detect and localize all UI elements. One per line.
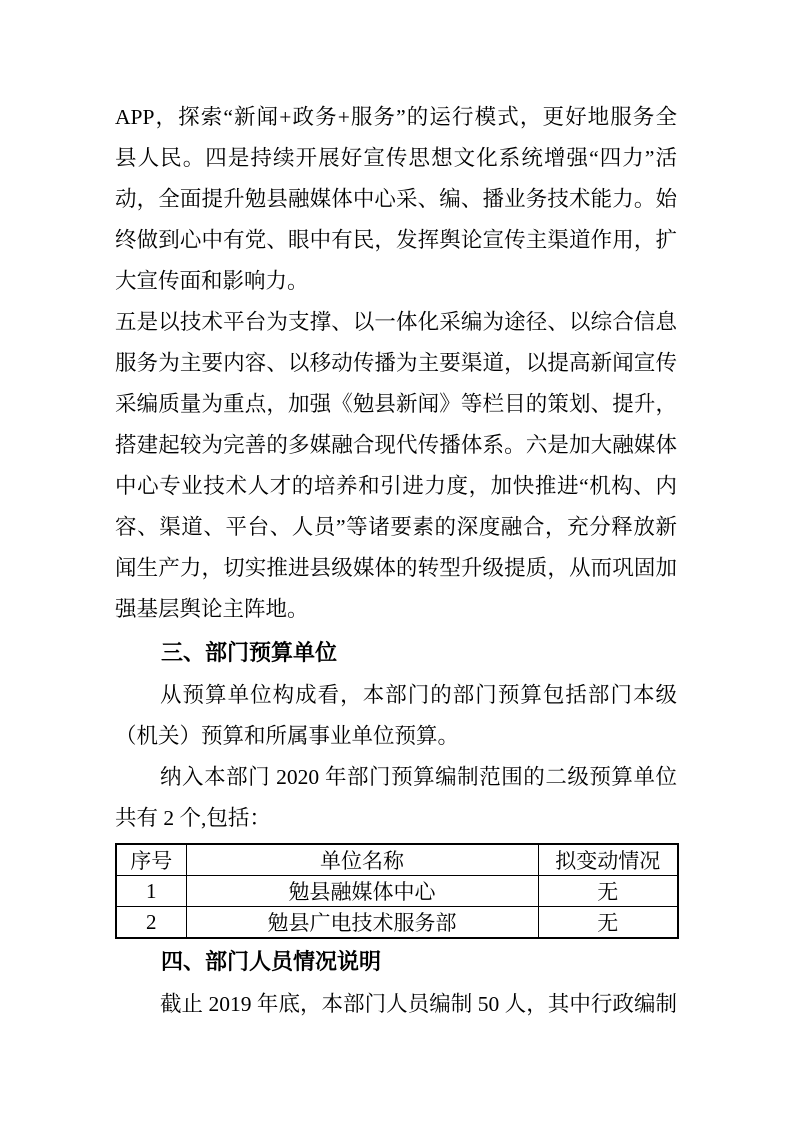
body-line: APP，探索“新闻+政务+服务”的运行模式，更好地服务全 [115, 105, 677, 129]
body-line: 强基层舆论主阵地。 [115, 597, 309, 621]
body-line: 服务为主要内容、以移动传播为主要渠道，以提高新闻宣传 [115, 351, 677, 375]
body-line: 搭建起较为完善的多媒融合现代传播体系。六是加大融媒体 [115, 433, 677, 457]
table-header-cell-index: 序号 [116, 844, 186, 876]
body-line: 终做到心中有党、眼中有民，发挥舆论宣传主渠道作用，扩 [115, 228, 677, 252]
body-line: 闻生产力，切实推进县级媒体的转型升级提质，从而巩固加 [115, 556, 677, 580]
table-cell-unit-name: 勉县融媒体中心 [186, 876, 538, 907]
table-cell-change: 无 [538, 876, 678, 907]
section-heading-personnel: 四、部门人员情况说明 [161, 949, 382, 974]
body-line: 容、渠道、平台、人员”等诸要素的深度融合，充分释放新 [115, 515, 677, 539]
paragraph-personnel [115, 984, 677, 1025]
table-cell-index: 1 [116, 876, 186, 907]
table-row [116, 876, 678, 907]
body-line: 县人民。四是持续开展好宣传思想文化系统增强“四力”活 [115, 146, 677, 170]
body-line: 采编质量为重点，加强《勉县新闻》等栏目的策划、提升， [115, 392, 677, 416]
body-line: 动，全面提升勉县融媒体中心采、编、播业务技术能力。始 [115, 187, 677, 211]
section-heading-budget-units: 三、部门预算单位 [161, 640, 338, 665]
body-line: （机关）预算和所属事业单位预算。 [115, 724, 460, 748]
body-line: 中心专业技术人才的培养和引进力度，加快推进“机构、内 [115, 474, 677, 498]
table-cell-index: 2 [116, 907, 186, 939]
table-row [116, 907, 678, 939]
paragraph-five-six [115, 302, 677, 630]
table-cell-unit-name: 勉县广电技术服务部 [186, 907, 538, 939]
body-line: 共有 2 个,包括： [115, 806, 271, 830]
paragraph-budget-composition [115, 675, 677, 757]
table-header-row [116, 844, 678, 876]
paragraph-secondary-units [115, 757, 677, 839]
body-line: 从预算单位构成看，本部门的部门预算包括部门本级 [160, 683, 677, 707]
body-line: 五是以技术平台为支撑、以一体化采编为途径、以综合信息 [115, 310, 677, 334]
budget-units-table [115, 843, 679, 939]
body-line: 大宣传面和影响力。 [115, 269, 309, 293]
paragraph-continuation [115, 97, 677, 302]
body-line: 截止 2019 年底，本部门人员编制 50 人，其中行政编制 [160, 992, 677, 1016]
table-header-cell-unit-name: 单位名称 [186, 844, 538, 876]
body-line: 纳入本部门 2020 年部门预算编制范围的二级预算单位 [160, 765, 677, 789]
table-header-cell-change: 拟变动情况 [538, 844, 678, 876]
table-cell-change: 无 [538, 907, 678, 939]
document-content [115, 97, 677, 1025]
